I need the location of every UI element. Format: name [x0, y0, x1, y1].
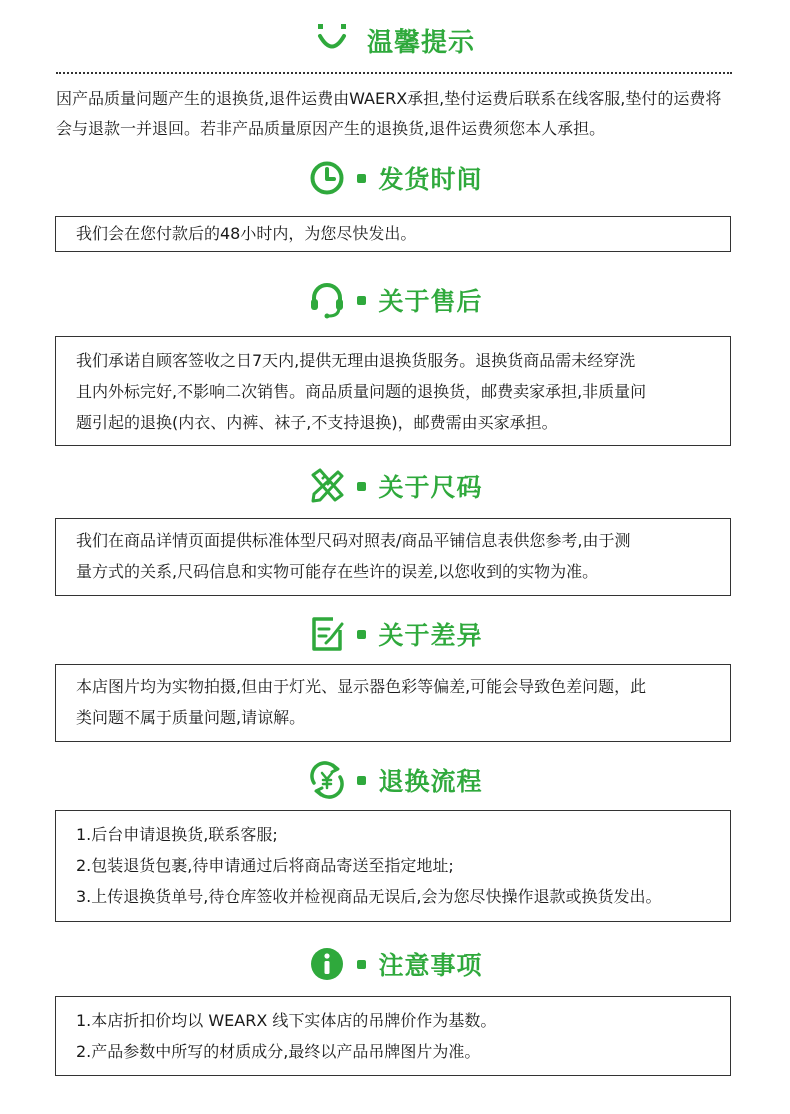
section-box-return-process: [55, 810, 731, 922]
box-line: 我们在商品详情页面提供标准体型尺码对照表/商品平铺信息表供您参考,由于测: [76, 531, 631, 550]
section-heading-shipping: [0, 158, 790, 198]
box-line: 3.上传退换货单号,待仓库签收并检视商品无误后,会为您尽快操作退款或换货发出。: [76, 887, 662, 906]
box-line: 且内外标完好,不影响二次销售。商品质量问题的退换货，邮费卖家承担,非质量问: [76, 382, 647, 401]
box-line: 我们会在您付款后的48小时内，为您尽快发出。: [76, 224, 417, 243]
box-line: 本店图片均为实物拍摄,但由于灯光、显示器色彩等偏差,可能会导致色差问题，此: [76, 677, 647, 696]
page-header: [0, 18, 790, 62]
heading-dot: [357, 482, 366, 491]
section-heading-return-process: [0, 760, 790, 800]
section-heading-after-sales: [0, 280, 790, 320]
heading-dot: [357, 960, 366, 969]
section-title: 关于尺码: [378, 473, 483, 502]
box-line: 量方式的关系,尺码信息和实物可能存在些许的误差,以您收到的实物为准。: [76, 562, 599, 581]
section-heading-size: [0, 466, 790, 506]
box-line: 2.产品参数中所写的材质成分,最终以产品吊牌图片为准。: [76, 1042, 481, 1061]
box-line: 我们承诺自顾客签收之日7天内,提供无理由退换货服务。退换货商品需未经穿洗: [76, 351, 636, 370]
box-line: 1.本店折扣价均以 WEARX 线下实体店的吊牌价作为基数。: [76, 1011, 497, 1030]
box-line: 类问题不属于质量问题,请谅解。: [76, 708, 306, 727]
clock-icon: [307, 158, 347, 198]
section-box-size: [55, 518, 731, 596]
info-icon: [307, 944, 347, 984]
section-heading-notes: [0, 944, 790, 984]
section-title: 发货时间: [378, 165, 483, 194]
box-line: 2.包装退货包裹,待申请通过后将商品寄送至指定地址;: [76, 856, 454, 875]
smile-icon: [315, 21, 349, 59]
section-box-shipping: [55, 216, 731, 252]
section-box-after-sales: [55, 336, 731, 446]
section-box-difference: [55, 664, 731, 742]
box-line: 1.后台申请退换货,联系客服;: [76, 825, 278, 844]
section-heading-difference: [0, 614, 790, 654]
heading-dot: [357, 776, 366, 785]
section-title: 注意事项: [378, 951, 483, 980]
document-check-icon: [307, 614, 347, 654]
section-title: 关于售后: [378, 287, 483, 316]
intro-text: 因产品质量问题产生的退换货,退件运费由WAERX承担,垫付运费后联系在线客服,垫付的运费将会与退款一并退回。若非产品质量原因产生的退换货,退件运费须您本人承担。: [56, 89, 722, 138]
box-line: 题引起的退换(内衣、内裤、袜子,不支持退换)，邮费需由买家承担。: [76, 413, 558, 432]
page-title: 温馨提示: [366, 27, 475, 58]
section-title: 退换流程: [378, 767, 483, 796]
heading-dot: [357, 296, 366, 305]
headset-icon: [307, 280, 347, 320]
section-box-notes: [55, 996, 731, 1076]
yen-exchange-icon: [307, 760, 347, 800]
heading-dot: [357, 630, 366, 639]
heading-dot: [357, 174, 366, 183]
dotted-divider: [56, 72, 732, 74]
section-title: 关于差异: [378, 621, 483, 650]
ruler-pencil-icon: [307, 466, 347, 506]
